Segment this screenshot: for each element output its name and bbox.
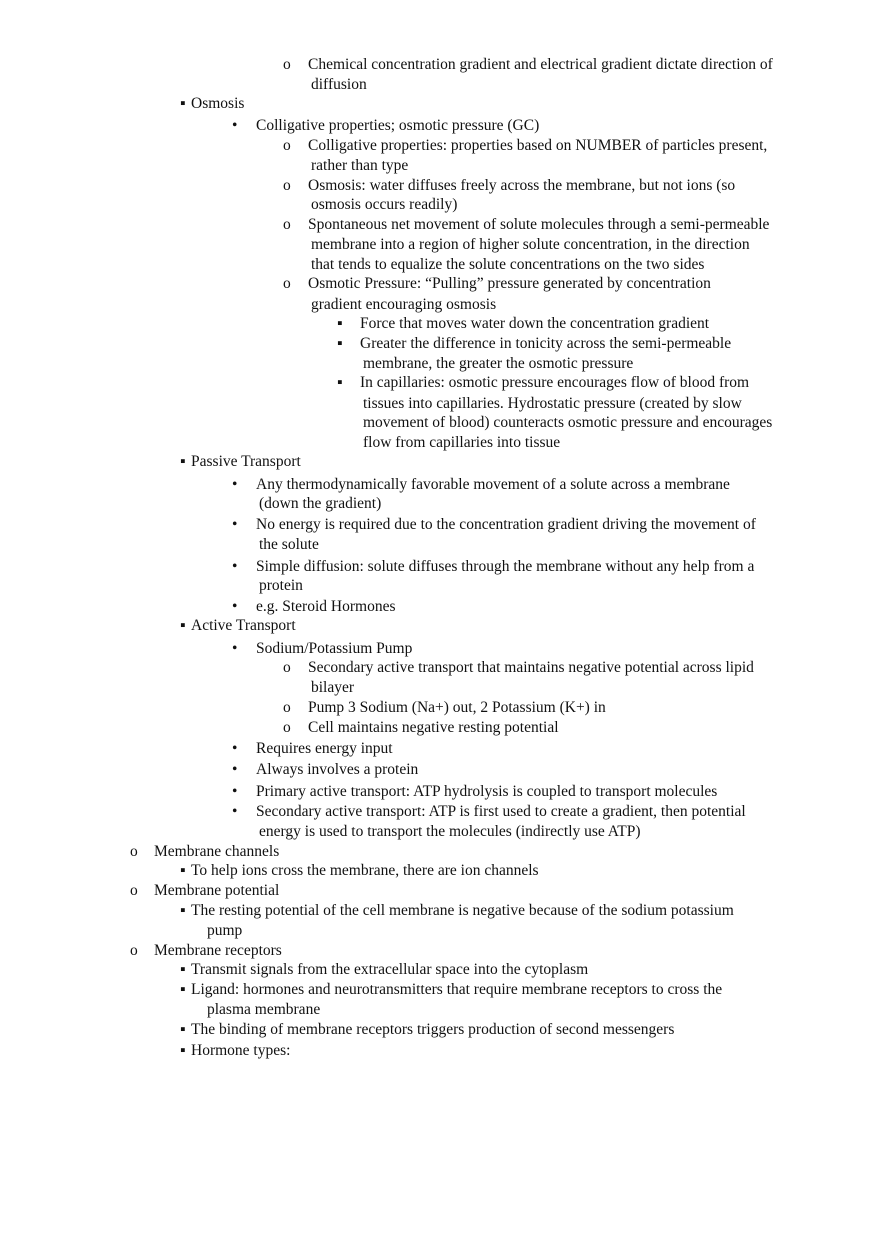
list-marker: •	[232, 740, 238, 757]
section-heading-passive-transport: Passive Transport	[191, 453, 301, 470]
list-item-continuation: (down the gradient)	[259, 495, 382, 512]
list-item-text: Colligative properties; osmotic pressure (GC)	[256, 117, 540, 134]
list-marker: ▪	[180, 862, 186, 879]
list-item-continuation: movement of blood) counteracts osmotic pressure and encourages	[363, 414, 773, 431]
list-item-text: Chemical concentration gradient and electrical gradient dictate direction of	[308, 56, 773, 73]
list-item-text: Osmosis: water diffuses freely across the membrane, but not ions (so	[308, 177, 736, 194]
list-item-text: Always involves a protein	[256, 761, 419, 778]
list-item-text: Ligand: hormones and neurotransmitters that require membrane receptors to cross the	[191, 981, 723, 998]
list-marker: o	[130, 942, 138, 959]
list-marker: ▪	[180, 617, 186, 634]
list-marker: ▪	[180, 453, 186, 470]
list-marker: •	[232, 783, 238, 800]
list-marker: o	[283, 177, 291, 194]
list-item-continuation: osmosis occurs readily)	[311, 196, 458, 213]
list-item-continuation: that tends to equalize the solute concentrations on the two sides	[311, 256, 705, 273]
list-marker: ▪	[180, 981, 186, 998]
list-marker: o	[283, 216, 291, 233]
list-item-continuation: rather than type	[311, 157, 409, 174]
section-heading-osmosis: Osmosis	[191, 95, 245, 112]
list-marker: o	[283, 56, 291, 73]
list-marker: o	[283, 699, 291, 716]
list-item-text: Any thermodynamically favorable movement of a solute across a membrane	[256, 476, 730, 493]
list-item-text: To help ions cross the membrane, there are ion channels	[191, 862, 539, 879]
list-item-text: Hormone types:	[191, 1042, 291, 1059]
list-item-text: e.g. Steroid Hormones	[256, 598, 396, 615]
list-item-text: In capillaries: osmotic pressure encourages flow of blood from	[360, 374, 750, 391]
section-heading-active-transport: Active Transport	[191, 617, 296, 634]
list-marker: •	[232, 516, 238, 533]
list-item-text: Colligative properties: properties based on NUMBER of particles present,	[308, 137, 768, 154]
list-marker: •	[232, 558, 238, 575]
list-item-continuation: tissues into capillaries. Hydrostatic pressure (created by slow	[363, 395, 742, 412]
list-item-text: The resting potential of the cell membrane is negative because of the sodium potassium	[191, 902, 734, 919]
list-marker: o	[283, 659, 291, 676]
list-marker: •	[232, 803, 238, 820]
list-marker: o	[283, 719, 291, 736]
list-item-text: Greater the difference in tonicity across the semi-permeable	[360, 335, 732, 352]
list-marker: ▪	[337, 335, 343, 352]
list-item-text: Transmit signals from the extracellular space into the cytoplasm	[191, 961, 589, 978]
list-item-text: Secondary active transport: ATP is first used to create a gradient, then potential	[256, 803, 746, 820]
list-item-text: No energy is required due to the concentration gradient driving the movement of	[256, 516, 756, 533]
list-item-continuation: the solute	[259, 536, 319, 553]
list-marker: ▪	[180, 95, 186, 112]
list-marker: ▪	[180, 961, 186, 978]
list-item-continuation: pump	[207, 922, 243, 939]
list-marker: ▪	[337, 374, 343, 391]
list-item-continuation: bilayer	[311, 679, 355, 696]
list-item-continuation: flow from capillaries into tissue	[363, 434, 561, 451]
list-marker: ▪	[180, 1042, 186, 1059]
list-marker: •	[232, 117, 238, 134]
list-item-continuation: membrane, the greater the osmotic pressure	[363, 355, 634, 372]
list-item-text: Primary active transport: ATP hydrolysis is coupled to transport molecules	[256, 783, 718, 800]
list-item-text: Sodium/Potassium Pump	[256, 640, 413, 657]
list-marker: ▪	[180, 1021, 186, 1038]
list-marker: •	[232, 640, 238, 657]
list-item-continuation: protein	[259, 577, 303, 594]
list-marker: o	[283, 275, 291, 292]
list-marker: •	[232, 598, 238, 615]
list-item-continuation: plasma membrane	[207, 1001, 321, 1018]
section-heading-membrane-channels: Membrane channels	[154, 843, 280, 860]
list-item-continuation: energy is used to transport the molecules (indirectly use ATP)	[259, 823, 641, 840]
list-marker: o	[130, 843, 138, 860]
list-marker: o	[130, 882, 138, 899]
list-item-continuation: diffusion	[311, 76, 367, 93]
list-item-text: Spontaneous net movement of solute molecules through a semi-permeable	[308, 216, 770, 233]
list-marker: •	[232, 476, 238, 493]
list-item-text: Secondary active transport that maintains negative potential across lipid	[308, 659, 754, 676]
list-marker: o	[283, 137, 291, 154]
list-marker: •	[232, 761, 238, 778]
list-item-text: Pump 3 Sodium (Na+) out, 2 Potassium (K+) in	[308, 699, 606, 716]
list-item-continuation: gradient encouraging osmosis	[311, 296, 497, 313]
list-marker: ▪	[337, 315, 343, 332]
list-item-text: Requires energy input	[256, 740, 393, 757]
list-marker: ▪	[180, 902, 186, 919]
list-item-text: Cell maintains negative resting potential	[308, 719, 559, 736]
section-heading-membrane-potential: Membrane potential	[154, 882, 280, 899]
list-item-text: Force that moves water down the concentration gradient	[360, 315, 710, 332]
list-item-text: The binding of membrane receptors triggers production of second messengers	[191, 1021, 675, 1038]
list-item-text: Simple diffusion: solute diffuses through the membrane without any help from a	[256, 558, 755, 575]
section-heading-membrane-receptors: Membrane receptors	[154, 942, 282, 959]
list-item-text: Osmotic Pressure: “Pulling” pressure generated by concentration	[308, 275, 711, 292]
list-item-continuation: membrane into a region of higher solute concentration, in the direction	[311, 236, 750, 253]
